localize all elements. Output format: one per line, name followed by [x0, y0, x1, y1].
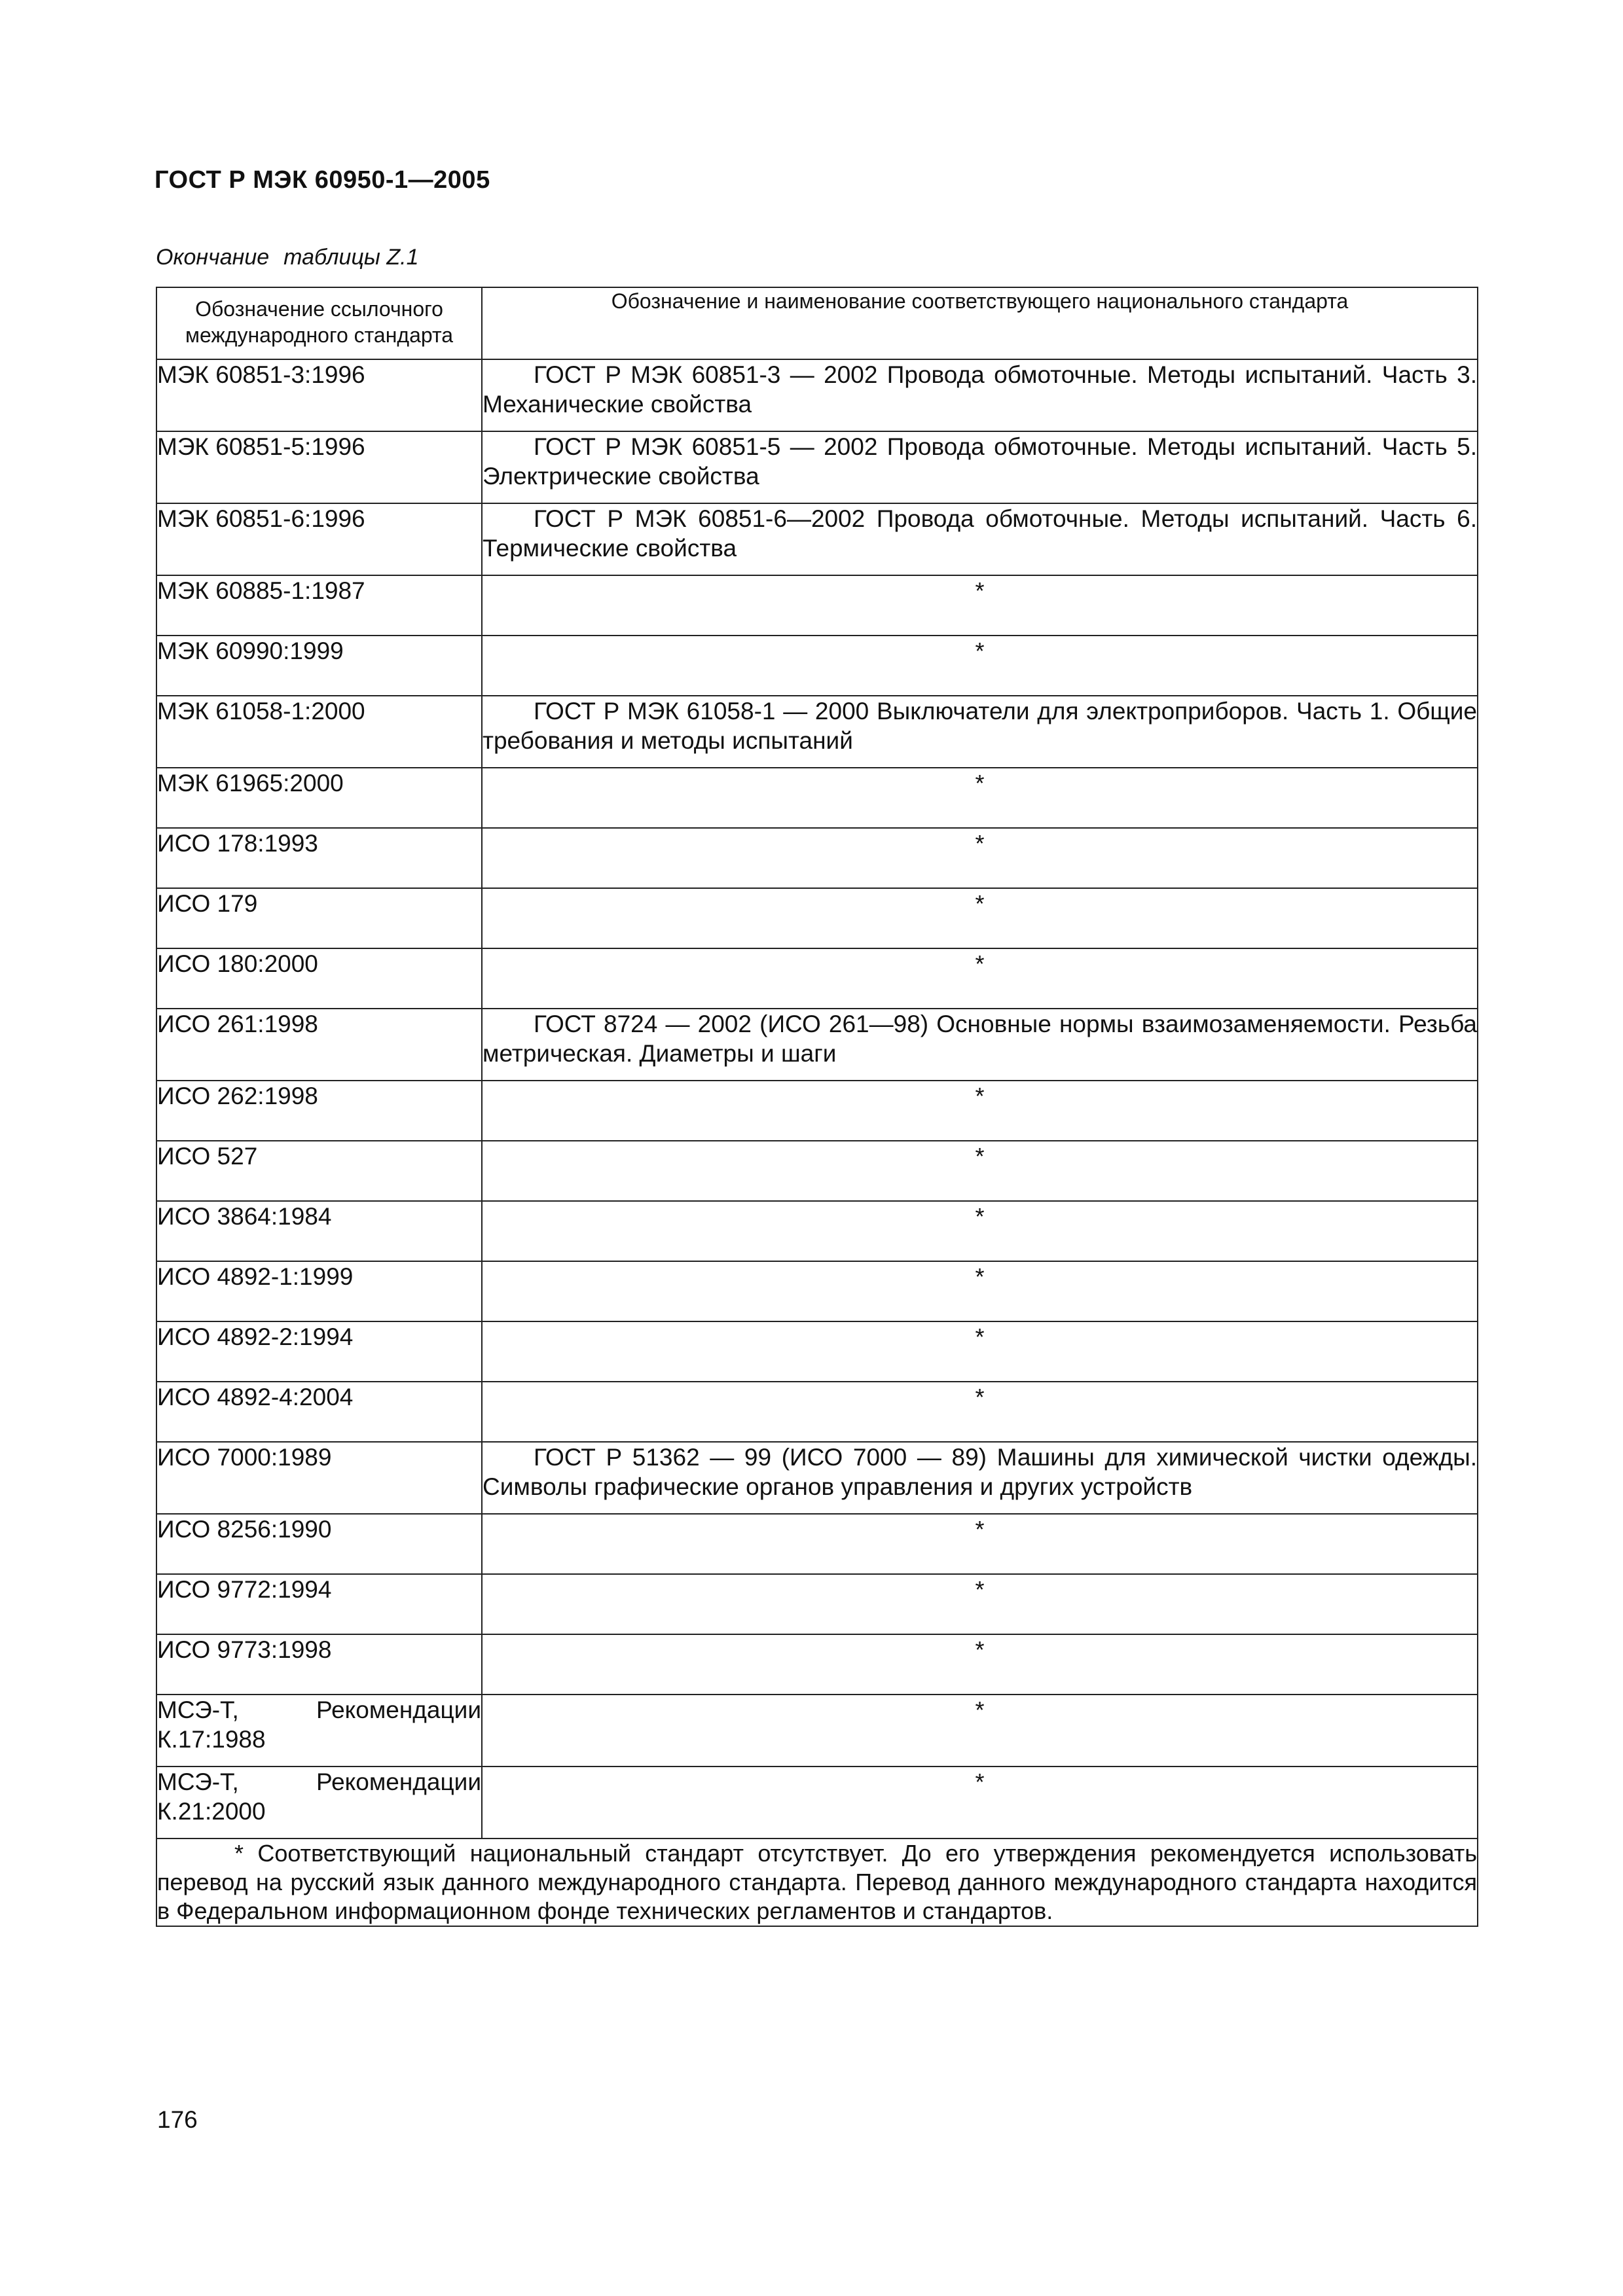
table-row [156, 1201, 1478, 1261]
footnote-text: * Соответствующий национальный стандарт отсутствует. До его утверждения рекомендуется использовать перевод на русский язык данного международного стандарта. Перевод данного международного стандарта находится в Федеральном информационном фонде технических регламентов и стандартов. [157, 1840, 1477, 1924]
reference-code: МЭК 60851-3:1996 [156, 359, 482, 431]
national-standard: ГОСТ 8724 — 2002 (ИСО 261—98) Основные нормы взаимозаменяемости. Резьба метрическая. Диаметры и шаги [482, 1009, 1478, 1081]
no-standard-marker: * [482, 948, 1478, 1009]
reference-code: ИСО 7000:1989 [156, 1442, 482, 1514]
no-standard-marker: * [482, 1261, 1478, 1321]
table-row [156, 1574, 1478, 1634]
footnote-row [156, 1839, 1478, 1926]
table-caption [156, 245, 419, 270]
reference-code: ИСО 4892-1:1999 [156, 1261, 482, 1321]
table-row [156, 1081, 1478, 1141]
document-header: ГОСТ Р МЭК 60950-1—2005 [155, 166, 490, 194]
reference-code: МЭК 60851-5:1996 [156, 431, 482, 503]
table-header-row [156, 287, 1478, 359]
no-standard-marker: * [482, 575, 1478, 636]
standards-table [156, 287, 1478, 1927]
caption-table-ref: таблицы Z.1 [283, 245, 419, 270]
table-row [156, 1261, 1478, 1321]
no-standard-marker: * [482, 1574, 1478, 1634]
table-row [156, 1634, 1478, 1695]
reference-code: МЭК 61058-1:2000 [156, 696, 482, 768]
no-standard-marker: * [482, 1141, 1478, 1201]
reference-code: ИСО 261:1998 [156, 1009, 482, 1081]
no-standard-marker: * [482, 1767, 1478, 1839]
national-standard: ГОСТ Р МЭК 61058-1 — 2000 Выключатели для электроприборов. Часть 1. Общие требования и методы испытаний [482, 696, 1478, 768]
column-header-national: Обозначение и наименование соответствующего национального стандарта [482, 287, 1478, 359]
table-row [156, 359, 1478, 431]
table-row [156, 1321, 1478, 1382]
table-row [156, 503, 1478, 575]
reference-code: ИСО 4892-4:2004 [156, 1382, 482, 1442]
reference-code: ИСО 4892-2:1994 [156, 1321, 482, 1382]
reference-code: ИСО 180:2000 [156, 948, 482, 1009]
national-standard: ГОСТ Р МЭК 60851-3 — 2002 Провода обмоточные. Методы испытаний. Часть 3. Механические свойства [482, 359, 1478, 431]
reference-code: МЭК 61965:2000 [156, 768, 482, 828]
no-standard-marker: * [482, 888, 1478, 948]
table-row [156, 1382, 1478, 1442]
page-number: 176 [157, 2106, 198, 2133]
national-standard: ГОСТ Р 51362 — 99 (ИСО 7000 — 89) Машины для химической чистки одежды. Символы графические органов управления и других устройств [482, 1442, 1478, 1514]
table-row [156, 1514, 1478, 1574]
no-standard-marker: * [482, 1634, 1478, 1695]
table-row [156, 828, 1478, 888]
caption-prefix: Окончание [156, 245, 270, 270]
table-row [156, 768, 1478, 828]
reference-code: МЭК 60851-6:1996 [156, 503, 482, 575]
reference-code: МСЭ-Т, Рекомендации К.17:1988 [156, 1695, 482, 1767]
table-row [156, 948, 1478, 1009]
table-footnote [156, 1839, 1478, 1926]
national-standard: ГОСТ Р МЭК 60851-6—2002 Провода обмоточные. Методы испытаний. Часть 6. Термические свойства [482, 503, 1478, 575]
reference-code: МЭК 60990:1999 [156, 636, 482, 696]
table-row [156, 696, 1478, 768]
table-row [156, 1695, 1478, 1767]
no-standard-marker: * [482, 1382, 1478, 1442]
reference-code: ИСО 262:1998 [156, 1081, 482, 1141]
table-row [156, 636, 1478, 696]
no-standard-marker: * [482, 768, 1478, 828]
reference-code: ИСО 3864:1984 [156, 1201, 482, 1261]
reference-code: ИСО 8256:1990 [156, 1514, 482, 1574]
column-header-international: Обозначение ссылочного международного стандарта [156, 287, 482, 359]
table-row [156, 575, 1478, 636]
table-row [156, 431, 1478, 503]
reference-code: ИСО 527 [156, 1141, 482, 1201]
table-row [156, 1009, 1478, 1081]
reference-code: ИСО 9773:1998 [156, 1634, 482, 1695]
table-row [156, 1442, 1478, 1514]
no-standard-marker: * [482, 828, 1478, 888]
no-standard-marker: * [482, 1695, 1478, 1767]
no-standard-marker: * [482, 1201, 1478, 1261]
reference-code: ИСО 178:1993 [156, 828, 482, 888]
reference-code: МСЭ-Т, Рекомендации К.21:2000 [156, 1767, 482, 1839]
reference-code: ИСО 179 [156, 888, 482, 948]
reference-code: МЭК 60885-1:1987 [156, 575, 482, 636]
table-row [156, 1141, 1478, 1201]
no-standard-marker: * [482, 1081, 1478, 1141]
no-standard-marker: * [482, 636, 1478, 696]
table-row [156, 888, 1478, 948]
no-standard-marker: * [482, 1321, 1478, 1382]
reference-code: ИСО 9772:1994 [156, 1574, 482, 1634]
no-standard-marker: * [482, 1514, 1478, 1574]
table-row [156, 1767, 1478, 1839]
national-standard: ГОСТ Р МЭК 60851-5 — 2002 Провода обмоточные. Методы испытаний. Часть 5. Электрические свойства [482, 431, 1478, 503]
